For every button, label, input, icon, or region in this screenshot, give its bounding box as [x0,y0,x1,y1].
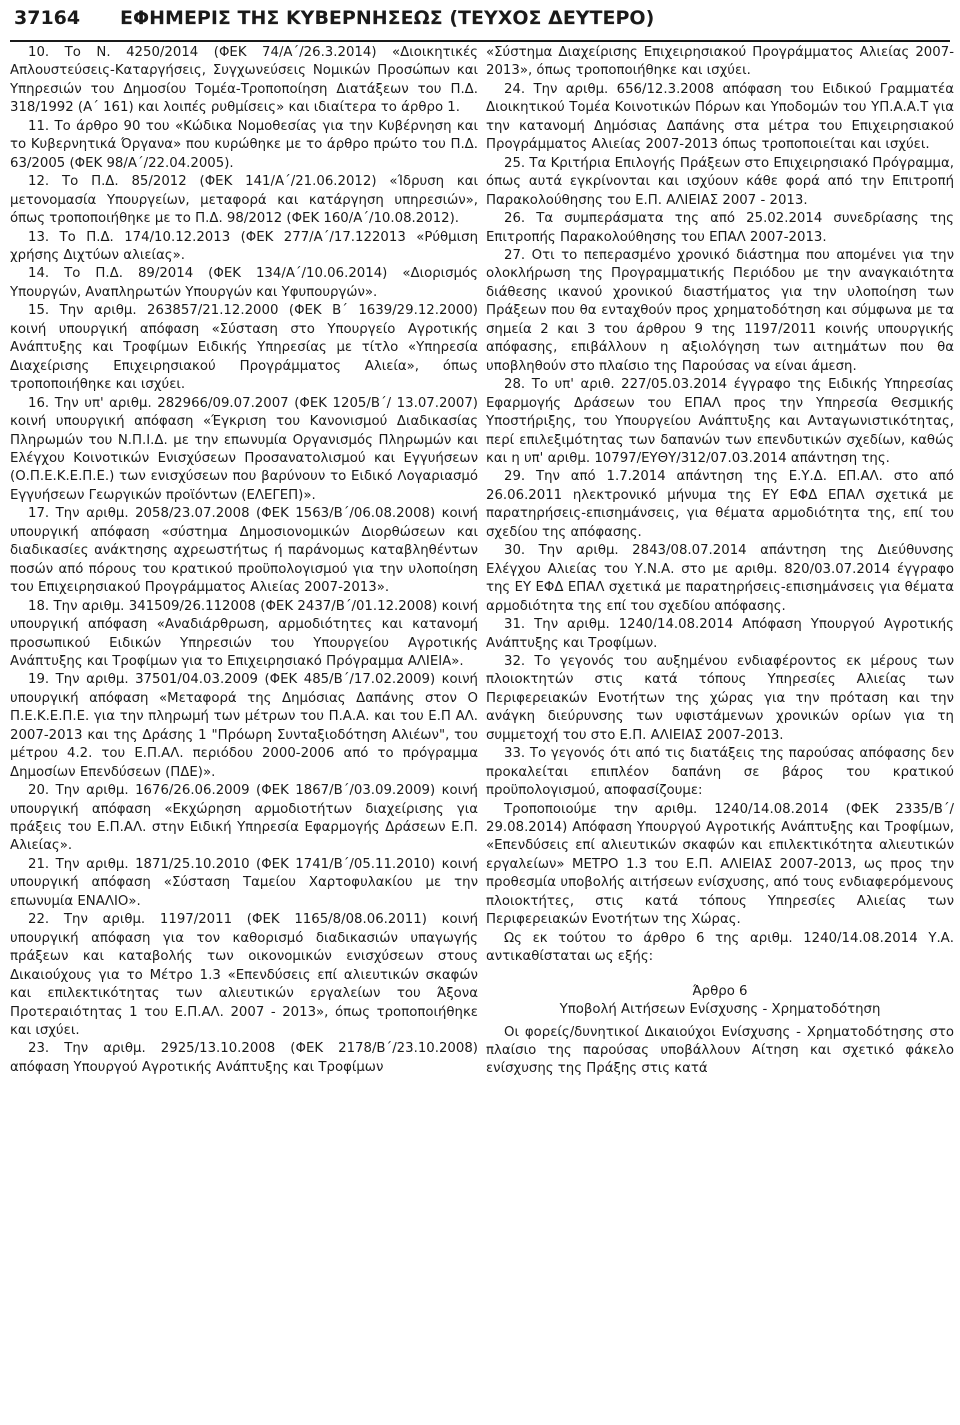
paragraph: 25. Τα Κριτήρια Επιλογής Πράξεων στο Επιχειρησιακό Πρόγραμμα, όπως αυτά εγκρίνονται και ισχύουν κάθε φορά από την Επιτροπή Παρακολούθησης του Ε.Π. ΑΛΙΕΙΑΣ 2007 - 2013. [486,155,954,208]
right-column [486,44,954,1079]
left-column [10,44,478,1077]
paragraph: 11. Το άρθρο 90 του «Κώδικα Νομοθεσίας για την Κυβέρνηση και το Κυβερνητικά Όργανα» που κυρώθηκε με το άρθρο πρώτο του Π.Δ. 63/2005 (ΦΕΚ 98/Α΄/22.04.2005). [10,118,478,171]
paragraph: 31. Την αριθμ. 1240/14.08.2014 Απόφαση Υπουργού Αγροτικής Ανάπτυξης και Τροφίμων. [486,617,954,651]
paragraph: Τροποποιούμε την αριθμ. 1240/14.08.2014 (ΦΕΚ 2335/Β΄/ 29.08.2014) Απόφαση Υπουργού Αγροτικής Ανάπτυξης και Τροφίμων, «Επενδύσεις επί αλιευτικών σκαφών και επιλεκτικότητα αλιευτικών εργαλείων» ΜΕΤΡΟ 1.3 του Ε.Π. ΑΛΙΕΙΑΣ 2007-2013, ως προς την προθεσμία υποβολής αιτήσεων ενίσχυσης, από τους ενδιαφερόμενους πλοιοκτήτες, στις κατά τόπους Υπηρεσίες Αλιείας των Περιφερειακών Ενοτήτων της Χώρας. [486,801,954,928]
paragraph: 22. Την αριθμ. 1197/2011 (ΦΕΚ 1165/8/08.06.2011) κοινή υπουργική απόφαση για τον καθορισμό διαδικασιών υπαγωγής πράξεων και καταβολής των οικονομικών ενισχύσεων στους Δικαιούχους για το Μέτρο 1.3 «Επενδύσεις επί αλιευτικών σκαφών και επιλεκτικότητας των αλιευτικών εργαλείων του Άξονα Προτεραιότητας 1 του Ε.Π.ΑΛ. 2007 - 2013», όπως τροποποιήθηκε και ισχύει. [10,912,478,1039]
paragraph: 26. Τα συμπεράσματα της από 25.02.2014 συνεδρίασης της Επιτροπής Παρακολούθησης του ΕΠΑΛ 2007-2013. [486,211,954,245]
article-body: Οι φορείς/δυνητικοί Δικαιούχοι Ενίσχυσης - Χρηματοδότησης στο πλαίσιο της παρούσας υποβάλλουν Αίτηση και σχετικό φάκελο ενίσχυσης της Πράξης στις κατά [486,1024,954,1077]
paragraph: 15. Την αριθμ. 263857/21.12.2000 (ΦΕΚ Β΄ 1639/29.12.2000) κοινή υπουργική απόφαση «Σύσταση στο Υπουργείο Αγροτικής Ανάπτυξης και Τροφίμων Ειδικής Υπηρεσίας με τίτλο «Υπηρεσία Διαχείρισης Επιχειρησιακού Προγράμματος Αλιεία», όπως τροποποιήθηκε και ισχύει. [10,303,478,393]
paragraph: Ως εκ τούτου το άρθρο 6 της αριθμ. 1240/14.08.2014 Υ.Α. αντικαθίσταται ως εξής: [486,930,954,965]
paragraph: 32. Το γεγονός του αυξημένου ενδιαφέροντος εκ μέρους των πλοιοκτητών στις κατά τόπους Υπηρεσίες Αλιείας των Περιφερειακών Ενοτήτων της χώρας για την πρόταση και την ανάγκη διεύρυνσης των υφιστάμενων χρονικών ορίων για τη συμμετοχή του στο Ε.Π. ΑΛΙΕΙΑΣ 2007-2013. [486,653,954,743]
paragraph: 10. Το Ν. 4250/2014 (ΦΕΚ 74/Α΄/26.3.2014) «Διοικητικές Απλουστεύσεις-Καταργήσεις, Συγχωνεύσεις Νομικών Προσώπων και Υπηρεσιών του Δημοσίου Τομέα-Τροποποίηση Διατάξεων του Π.Δ. 318/1992 (Α΄ 161) και λοιπές ρυθμίσεις» και ιδιαίτερα το άρθρο 1. [10,45,478,116]
paragraph: 13. Το Π.Δ. 174/10.12.2013 (ΦΕΚ 277/Α΄/17.122013 «Ρύθμιση χρήσης Διχτύων αλιείας». [10,229,478,263]
paragraph: 14. Το Π.Δ. 89/2014 (ΦΕΚ 134/Α΄/10.06.2014) «Διορισμός Υπουργών, Αναπληρωτών Υπουργών και Υφυπουργών». [10,266,478,300]
journal-title: ΕΦΗΜΕΡΙΣ ΤΗΣ ΚΥΒΕΡΝΗΣΕΩΣ (ΤΕΥΧΟΣ ΔΕΥΤΕΡΟ) [120,7,655,29]
page-header [10,0,950,42]
paragraph: 21. Την αριθμ. 1871/25.10.2010 (ΦΕΚ 1741/Β΄/05.11.2010) κοινή υπουργική απόφαση «Σύσταση Ταμείου Χαρτοφυλακίου με την επωνυμία ΕΝΑΛΙΟ». [10,856,478,909]
paragraph: 23. Την αριθμ. 2925/13.10.2008 (ΦΕΚ 2178/Β΄/23.10.2008) απόφαση Υπουργού Αγροτικής Ανάπτυξης και Τροφίμων [10,1041,478,1075]
page-number: 37164 [14,7,81,29]
paragraph: 29. Την από 1.7.2014 απάντηση της Ε.Υ.Δ. ΕΠ.ΑΛ. στο από 26.06.2011 ηλεκτρονικό μήνυμα της ΕΥ ΕΦΔ ΕΠΑΛ σχετικά με παρατηρήσεις-επισημάνσεις, για θέματα αρμοδιότητα της, επί του σχεδίου της απόφασης. [486,469,954,540]
paragraph: 28. Το υπ' αριθ. 227/05.03.2014 έγγραφο της Ειδικής Υπηρεσίας Εφαρμογής Δράσεων του ΕΠΑΛ προς την Υπηρεσία Θεσμικής Υποστήριξης, του Υπουργείου Ανάπτυξης και Ανταγωνιστικότητας, περί επιλεξιμότητας των δαπανών των επενδυτικών σχεδίων, καθώς και η υπ' αριθμ. 10797/ΕΥΘΥ/312/07.03.2014 απάντηση της. [486,377,954,466]
paragraph: 27. Οτι το πεπερασμένο χρονικό διάστημα που απομένει για την ολοκλήρωση της Προγραμματικής Περιόδου με την αναγκαιότητα διάθεσης ικανού χρονικού διαστήματος για την υλοποίηση των Πράξεων που θα ενταχθούν προς χρηματοδότηση και σύμφωνα με τα σημεία 2 και 3 του άρθρου 9 της 1197/2011 κοινής υπουργικής απόφασης, επιβάλλουν η αξιολόγηση των αιτημάτων που θα υποβληθούν στο πλαίσιο της Παρούσας να είναι άμεση. [486,247,954,374]
article-heading: Άρθρο 6 [692,983,748,999]
paragraph: 16. Την υπ' αριθμ. 282966/09.07.2007 (ΦΕΚ 1205/Β΄/ 13.07.2007) κοινή υπουργική απόφαση «Έγκριση του Κανονισμού Διαδικασίας Πληρωμών του Ν.Π.Ι.Δ. με την επωνυμία Οργανισμός Πληρωμών και Ελέγχου Κοινοτικών Ενισχύσεων Προσανατολισμού και Εγγυήσεων (Ο.Π.Ε.Κ.Ε.Π.Ε.) των ενισχύσεων που βαρύνουν το Ειδικό Λογαριασμό Εγγυήσεων Γεωργικών προϊόντων (ΕΛΕΓΕΠ)». [10,395,478,503]
paragraph: 33. Το γεγονός ότι από τις διατάξεις της παρούσας απόφασης δεν προκαλείται επιπλέον δαπάνη σε βάρος του κρατικού προϋπολογισμού, αποφασίζουμε: [486,746,954,799]
paragraph: 18. Την αριθμ. 341509/26.112008 (ΦΕΚ 2437/Β΄/01.12.2008) κοινή υπουργική απόφαση «Αναδιάρθρωση, αρμοδιότητες και κατανομή προσωπικού Ειδικών Υπηρεσιών του Υπουργείου Αγροτικής Ανάπτυξης και Τροφίμων για το Επιχειρησιακό Πρόγραμμα ΑΛΙΕΙΑ». [10,598,478,669]
paragraph: 12. Το Π.Δ. 85/2012 (ΦΕΚ 141/Α΄/21.06.2012) «Ίδρυση και μετονομασία Υπουργείων, μεταφορά και κατάργηση υπηρεσιών», όπως τροποποιήθηκε με το Π.Δ. 98/2012 (ΦΕΚ 160/Α΄/10.08.2012). [10,174,478,227]
paragraph: 30. Την αριθμ. 2843/08.07.2014 απάντηση της Διεύθυνσης Ελέγχου Αλιείας του Υ.Ν.Α. στο με αριθμ. 820/03.07.2014 έγγραφο της ΕΥ ΕΦΔ ΕΠΑΛ σχετικά με παρατηρήσεις-επισημάνσεις για θέματα αρμοδιότητα της επί του σχεδίου απόφασης. [486,543,954,614]
paragraph: 19. Την αριθμ. 37501/04.03.2009 (ΦΕΚ 485/Β΄/17.02.2009) κοινή υπουργική απόφαση «Μεταφορά της Δημόσιας Δαπάνης στον Ο Π.Ε.Κ.Ε.Π.Ε. για την πληρωμή των μέτρων του Π.Α.Α. και του Ε.Π ΑΛ. 2007-2013 και της Δράσης 1 "Πρόωρη Συνταξιοδότηση Αλιέων", του μέτρου 4.2. του Ε.Π.ΑΛ. περιόδου 2000-2006 από το πρόγραμμα Δημοσίων Επενδύσεων (ΠΔΕ)». [10,672,478,780]
paragraph: 20. Την αριθμ. 1676/26.06.2009 (ΦΕΚ 1867/Β΄/03.09.2009) κοινή υπουργική απόφαση «Εκχώρηση αρμοδιοτήτων διαχείρισης για πράξεις του Ε.Π.ΑΛ. στην Ειδική Υπηρεσία Εφαρμογής Δράσεων Ε.Π. Αλιείας». [10,783,478,854]
paragraph: 17. Την αριθμ. 2058/23.07.2008 (ΦΕΚ 1563/Β΄/06.08.2008) κοινή υπουργική απόφαση «σύστημα Δημοσιονομικών Διορθώσεων και διαδικασίες ανάκτησης αχρεωστήτως ή παράνομως καταβληθέντων ποσών από πόρους του κρατικού προϋπολογισμού για την υλοποίηση του Επιχειρησιακού Προγράμματος Αλιείας 2007-2013». [10,506,478,596]
paragraph: «Σύστημα Διαχείρισης Επιχειρησιακού Προγράμματος Αλιείας 2007-2013», όπως τροποποιήθηκε και ισχύει. [486,45,954,79]
paragraph: 24. Την αριθμ. 656/12.3.2008 απόφαση του Ειδικού Γραμματέα Διοικητικού Τομέα Κοινοτικών Πόρων και Υποδομών του ΥΠ.Α.Α.Τ για την κατανομή Δημόσιας Δαπάνης στα μέτρα του Επιχειρησιακού Προγράμματος Αλιείας 2007-2013 όπως τροποποιείται και ισχύει. [486,81,954,153]
article-subheading: Υποβολή Αιτήσεων Ενίσχυσης - Χρηματοδότηση [559,1002,881,1018]
